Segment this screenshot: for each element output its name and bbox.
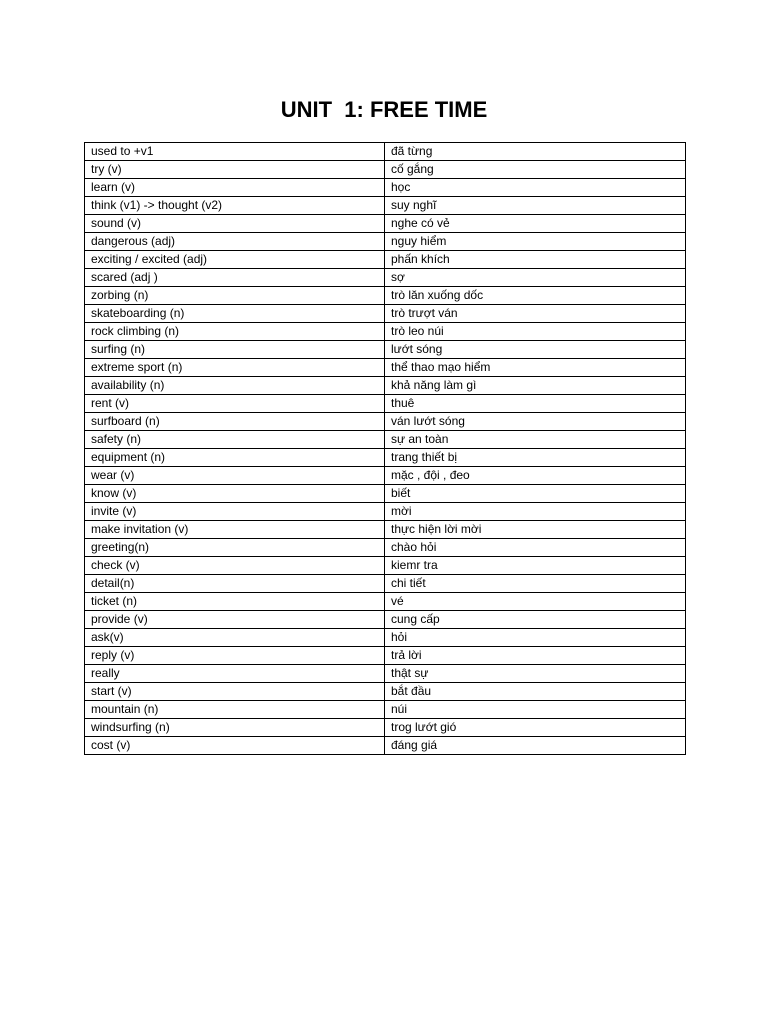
- table-row: [85, 287, 686, 305]
- table-row: [85, 377, 686, 395]
- vietnamese-meaning-cell: phấn khích: [385, 251, 686, 269]
- vietnamese-meaning-cell: đáng giá: [385, 737, 686, 755]
- vocabulary-table-body: [85, 143, 686, 755]
- english-term-cell: rent (v): [85, 395, 385, 413]
- vietnamese-meaning-cell: trog lướt gió: [385, 719, 686, 737]
- vietnamese-meaning-cell: khả năng làm gì: [385, 377, 686, 395]
- vietnamese-meaning-cell: sự an toàn: [385, 431, 686, 449]
- vietnamese-meaning-cell: mời: [385, 503, 686, 521]
- english-term-cell: make invitation (v): [85, 521, 385, 539]
- vietnamese-meaning-cell: trò trượt ván: [385, 305, 686, 323]
- table-row: [85, 179, 686, 197]
- table-row: [85, 647, 686, 665]
- english-term-cell: scared (adj ): [85, 269, 385, 287]
- english-term-cell: provide (v): [85, 611, 385, 629]
- table-row: [85, 719, 686, 737]
- english-term-cell: cost (v): [85, 737, 385, 755]
- vietnamese-meaning-cell: thực hiện lời mời: [385, 521, 686, 539]
- vietnamese-meaning-cell: kiemr tra: [385, 557, 686, 575]
- english-term-cell: mountain (n): [85, 701, 385, 719]
- english-term-cell: surfing (n): [85, 341, 385, 359]
- english-term-cell: skateboarding (n): [85, 305, 385, 323]
- table-row: [85, 305, 686, 323]
- english-term-cell: used to +v1: [85, 143, 385, 161]
- vietnamese-meaning-cell: trò leo núi: [385, 323, 686, 341]
- vietnamese-meaning-cell: nghe có vẻ: [385, 215, 686, 233]
- table-row: [85, 449, 686, 467]
- vietnamese-meaning-cell: nguy hiểm: [385, 233, 686, 251]
- english-term-cell: really: [85, 665, 385, 683]
- table-row: [85, 197, 686, 215]
- english-term-cell: wear (v): [85, 467, 385, 485]
- table-row: [85, 503, 686, 521]
- table-row: [85, 557, 686, 575]
- vietnamese-meaning-cell: hỏi: [385, 629, 686, 647]
- vietnamese-meaning-cell: ván lướt sóng: [385, 413, 686, 431]
- english-term-cell: greeting(n): [85, 539, 385, 557]
- english-term-cell: extreme sport (n): [85, 359, 385, 377]
- vietnamese-meaning-cell: đã từng: [385, 143, 686, 161]
- vocabulary-table: [84, 142, 686, 755]
- vietnamese-meaning-cell: vé: [385, 593, 686, 611]
- table-row: [85, 251, 686, 269]
- vietnamese-meaning-cell: trả lời: [385, 647, 686, 665]
- vietnamese-meaning-cell: chi tiết: [385, 575, 686, 593]
- vietnamese-meaning-cell: cố gắng: [385, 161, 686, 179]
- table-row: [85, 395, 686, 413]
- table-row: [85, 431, 686, 449]
- english-term-cell: learn (v): [85, 179, 385, 197]
- table-row: [85, 341, 686, 359]
- english-term-cell: try (v): [85, 161, 385, 179]
- english-term-cell: check (v): [85, 557, 385, 575]
- table-row: [85, 269, 686, 287]
- table-row: [85, 611, 686, 629]
- english-term-cell: equipment (n): [85, 449, 385, 467]
- table-row: [85, 323, 686, 341]
- english-term-cell: detail(n): [85, 575, 385, 593]
- english-term-cell: invite (v): [85, 503, 385, 521]
- vietnamese-meaning-cell: suy nghĩ: [385, 197, 686, 215]
- english-term-cell: sound (v): [85, 215, 385, 233]
- table-row: [85, 359, 686, 377]
- page-title: UNIT 1: FREE TIME: [280, 97, 488, 122]
- english-term-cell: reply (v): [85, 647, 385, 665]
- english-term-cell: zorbing (n): [85, 287, 385, 305]
- english-term-cell: think (v1) -> thought (v2): [85, 197, 385, 215]
- vietnamese-meaning-cell: lướt sóng: [385, 341, 686, 359]
- vietnamese-meaning-cell: cung cấp: [385, 611, 686, 629]
- vietnamese-meaning-cell: trang thiết bị: [385, 449, 686, 467]
- english-term-cell: dangerous (adj): [85, 233, 385, 251]
- table-row: [85, 161, 686, 179]
- vietnamese-meaning-cell: thật sự: [385, 665, 686, 683]
- english-term-cell: ask(v): [85, 629, 385, 647]
- english-term-cell: surfboard (n): [85, 413, 385, 431]
- table-row: [85, 575, 686, 593]
- vietnamese-meaning-cell: biết: [385, 485, 686, 503]
- vietnamese-meaning-cell: học: [385, 179, 686, 197]
- english-term-cell: know (v): [85, 485, 385, 503]
- vietnamese-meaning-cell: thể thao mạo hiểm: [385, 359, 686, 377]
- vietnamese-meaning-cell: mặc , đội , đeo: [385, 467, 686, 485]
- vietnamese-meaning-cell: sợ: [385, 269, 686, 287]
- english-term-cell: exciting / excited (adj): [85, 251, 385, 269]
- english-term-cell: windsurfing (n): [85, 719, 385, 737]
- table-row: [85, 143, 686, 161]
- vietnamese-meaning-cell: núi: [385, 701, 686, 719]
- english-term-cell: ticket (n): [85, 593, 385, 611]
- english-term-cell: start (v): [85, 683, 385, 701]
- vietnamese-meaning-cell: thuê: [385, 395, 686, 413]
- table-row: [85, 683, 686, 701]
- table-row: [85, 539, 686, 557]
- table-row: [85, 593, 686, 611]
- english-term-cell: safety (n): [85, 431, 385, 449]
- table-row: [85, 413, 686, 431]
- table-row: [85, 521, 686, 539]
- english-term-cell: availability (n): [85, 377, 385, 395]
- table-row: [85, 215, 686, 233]
- vietnamese-meaning-cell: chào hỏi: [385, 539, 686, 557]
- table-row: [85, 701, 686, 719]
- table-row: [85, 485, 686, 503]
- table-row: [85, 467, 686, 485]
- vietnamese-meaning-cell: trò lăn xuống dốc: [385, 287, 686, 305]
- table-row: [85, 629, 686, 647]
- table-row: [85, 233, 686, 251]
- table-row: [85, 737, 686, 755]
- vietnamese-meaning-cell: bắt đầu: [385, 683, 686, 701]
- english-term-cell: rock climbing (n): [85, 323, 385, 341]
- table-row: [85, 665, 686, 683]
